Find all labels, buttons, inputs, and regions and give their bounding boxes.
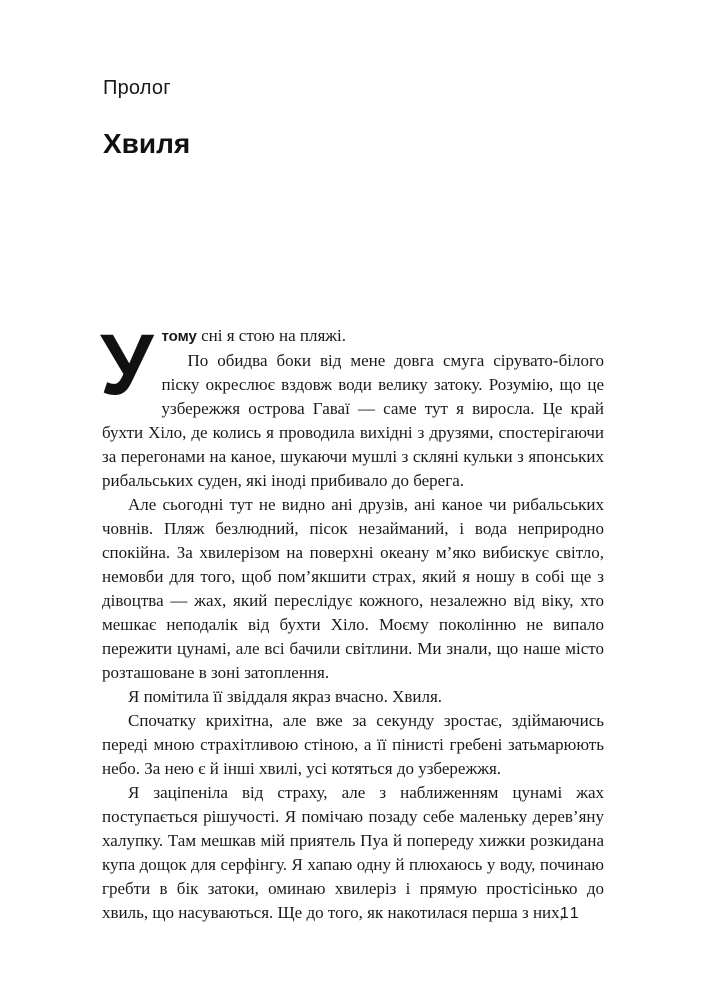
page-number: 11 xyxy=(560,905,581,922)
paragraph: Але сьогодні тут не видно ані друзів, ані каное чи рибальських човнів. Пляж безлюдний, пісок незайманий, і вода неприродно спокійна. За хвилерізом на поверхні океану м’яко вибискує світло, немовби для того, щоб пом’якшити страх, який я ношу в собі ще з дівоцтва — жах, який переслідує кожного, незалежно від віку, хто мешкає неподалік від бухти Хіло. Моєму поколінню не випало пережити цунамі, але всі бачили світлини. Ми знали, що наше місто розташоване в зоні затоплення. xyxy=(102,495,604,682)
paragraph: Спочатку крихітна, але вже за секунду зростає, здіймаючись переді мною страхітливою стіною, а її пінисті гребені затьмарюють небо. За нею є й інші хвилі, усі котяться до узбережжя. xyxy=(102,711,604,778)
opening-sentence: сні я стою на пляжі. xyxy=(196,326,347,345)
chapter-body xyxy=(100,317,604,925)
paragraph: Я помітила її звіддаля якраз вчасно. Хвиля. xyxy=(128,687,443,706)
chapter-title: Хвиля xyxy=(103,128,191,159)
paragraph: Я заціпеніла від страху, але з наближенням цунамі жах поступається рішучості. Я помічаю позаду себе маленьку дерев’яну халупку. Там мешкав мій приятель Пуа й попереду хижки розкидана купа дощок для серфінгу. Я хапаю одну й плюхаюсь у воду, починаю гребти в бік затоки, оминаю хвилеріз і прямую простісінько до хвиль, що насуваються. Ще до того, як накотилася перша з них, xyxy=(102,783,604,922)
section-label: Пролог xyxy=(103,77,171,99)
paragraph: По обидва боки від мене довга смуга сірувато-білого піску окреслює вздовж води велику затоку. Розумію, що це узбережжя острова Гаваї — саме тут я виросла. Це край бухти Хіло, де колись я проводила вихідні з друзями, спостерігаючи за перегонами на каное, шукаючи мушлі з скляні кульки з японських рибальських суден, які іноді прибивало до берега. xyxy=(102,351,604,490)
drop-cap-letter: У xyxy=(100,317,154,413)
opening-paragraph xyxy=(100,317,604,413)
lead-word: тому xyxy=(161,328,197,345)
